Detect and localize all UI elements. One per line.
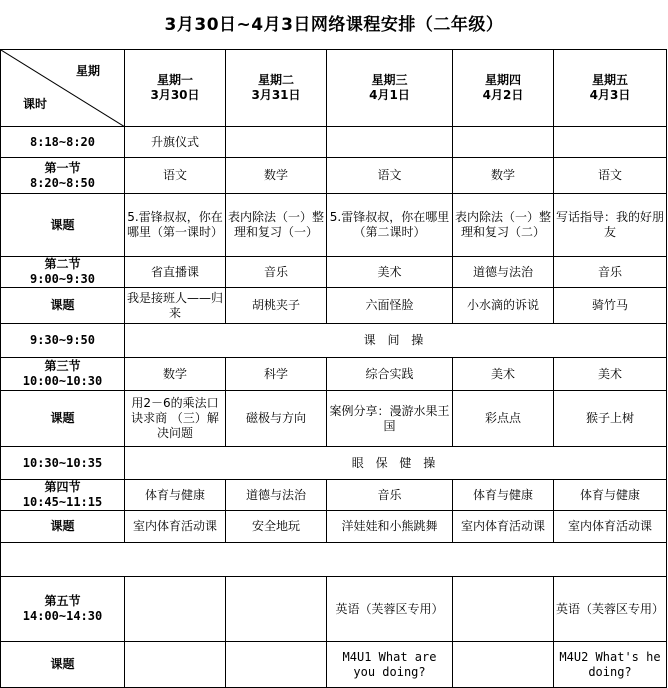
subject-cell: 数学: [226, 158, 327, 194]
subject-cell: 美术: [453, 358, 554, 391]
topic-cell: 室内体育活动课: [125, 511, 226, 543]
subject-cell: 省直播课: [125, 257, 226, 288]
subject-cell: 数学: [125, 358, 226, 391]
topic-cell: 彩点点: [453, 391, 554, 447]
period-label: 第一节: [44, 160, 81, 175]
period-time: 9:00~9:30: [29, 272, 96, 286]
period-5-header: [1, 577, 125, 642]
subject-cell: 音乐: [554, 257, 667, 288]
topic-label: 课题: [1, 288, 125, 324]
lunch-gap-row: [1, 543, 667, 577]
subject-cell: 体育与健康: [554, 480, 667, 511]
subject-cell: 语文: [125, 158, 226, 194]
topic-cell: [125, 642, 226, 688]
topic-cell: 胡桃夹子: [226, 288, 327, 324]
period-3-header: [1, 358, 125, 391]
break-1-row: [1, 324, 667, 358]
subject-cell: 语文: [327, 158, 453, 194]
subject-cell: 道德与法治: [226, 480, 327, 511]
subject-cell: 体育与健康: [125, 480, 226, 511]
day-date: 4月1日: [369, 88, 410, 102]
day-header-fri: [554, 50, 667, 127]
topic-cell: 室内体育活动课: [453, 511, 554, 543]
period-5-topic-row: [1, 642, 667, 688]
topic-cell: 磁极与方向: [226, 391, 327, 447]
schedule-table: [0, 49, 667, 688]
break-1-time: 9:30~9:50: [1, 324, 125, 358]
subject-cell: [125, 577, 226, 642]
break-2-activity: 眼 保 健 操: [125, 447, 667, 480]
day-name: 星期二: [257, 73, 294, 87]
period-time: 10:45~11:15: [22, 495, 103, 509]
subject-cell: [453, 577, 554, 642]
topic-cell: 表内除法（一）整理和复习（二）: [453, 194, 554, 257]
period-4-topic-row: [1, 511, 667, 543]
subject-cell: 数学: [453, 158, 554, 194]
topic-cell: 写话指导：我的好朋友: [554, 194, 667, 257]
topic-cell: 骑竹马: [554, 288, 667, 324]
day-date: 3月31日: [251, 88, 301, 102]
topic-cell: 我是接班人——归来: [125, 288, 226, 324]
period-label: 第二节: [44, 257, 81, 271]
subject-cell: 英语（芙蓉区专用）: [327, 577, 453, 642]
page-title: 3月30日~4月3日网络课程安排（二年级）: [164, 15, 504, 35]
subject-cell: 语文: [554, 158, 667, 194]
period-1-header: [1, 158, 125, 194]
day-name: 星期三: [371, 73, 408, 87]
period-1-row: [1, 158, 667, 194]
period-label: 第五节: [44, 594, 81, 608]
day-header-wed: [327, 50, 453, 127]
flag-row: [1, 127, 667, 158]
period-time: 10:00~10:30: [22, 374, 103, 388]
subject-cell: 综合实践: [327, 358, 453, 391]
day-date: 4月2日: [482, 88, 524, 102]
subject-cell: 体育与健康: [453, 480, 554, 511]
period-3-topic-row: [1, 391, 667, 447]
subject-cell: 英语（芙蓉区专用）: [554, 577, 667, 642]
period-4-header: [1, 480, 125, 511]
period-label: 第四节: [44, 480, 81, 494]
period-5-row: [1, 577, 667, 642]
flag-time: 8:18~8:20: [1, 127, 125, 158]
day-name: 星期五: [591, 73, 628, 87]
break-1-activity: 课 间 操: [125, 324, 667, 358]
period-3-row: [1, 358, 667, 391]
empty-gap: [1, 543, 667, 577]
topic-label: 课题: [1, 194, 125, 257]
header-corner: [1, 50, 125, 127]
topic-cell: 猴子上树: [554, 391, 667, 447]
corner-period-label: 课时: [23, 97, 48, 111]
subject-cell: 道德与法治: [453, 257, 554, 288]
day-header-tue: [226, 50, 327, 127]
topic-cell: 洋娃娃和小熊跳舞: [327, 511, 453, 543]
period-time: 8:20~8:50: [29, 175, 96, 190]
period-2-row: [1, 257, 667, 288]
period-time: 14:00~14:30: [22, 609, 103, 623]
topic-cell: M4U2 What's he doing?: [554, 642, 667, 688]
corner-weekday-label: 星期: [75, 64, 100, 78]
header-row: [1, 50, 667, 127]
day-header-thu: [453, 50, 554, 127]
topic-cell: 小水滴的诉说: [453, 288, 554, 324]
topic-label: 课题: [1, 642, 125, 688]
subject-cell: 美术: [327, 257, 453, 288]
day-date: 4月3日: [589, 88, 631, 102]
topic-cell: [226, 642, 327, 688]
topic-cell: 5.雷锋叔叔，你在哪里（第一课时）: [125, 194, 226, 257]
period-label: 第三节: [44, 359, 81, 373]
period-2-header: [1, 257, 125, 288]
subject-cell: 音乐: [327, 480, 453, 511]
day-name: 星期四: [484, 73, 521, 87]
subject-cell: 美术: [554, 358, 667, 391]
topic-cell: 案例分享：漫游水果王国: [327, 391, 453, 447]
break-2-time: 10:30~10:35: [1, 447, 125, 480]
topic-cell: 用2－6的乘法口诀求商 （三）解决问题: [125, 391, 226, 447]
topic-cell: [453, 642, 554, 688]
period-4-row: [1, 480, 667, 511]
topic-cell: 安全地玩: [226, 511, 327, 543]
topic-cell: 5.雷锋叔叔，你在哪里（第二课时）: [327, 194, 453, 257]
subject-cell: 音乐: [226, 257, 327, 288]
period-2-topic-row: [1, 288, 667, 324]
subject-cell: 科学: [226, 358, 327, 391]
topic-label: 课题: [1, 511, 125, 543]
day-header-mon: [125, 50, 226, 127]
topic-cell: 室内体育活动课: [554, 511, 667, 543]
flag-activity: 升旗仪式: [125, 127, 226, 158]
day-date: 3月30日: [150, 88, 200, 102]
break-2-row: [1, 447, 667, 480]
topic-cell: M4U1 What are you doing?: [327, 642, 453, 688]
period-1-topic-row: [1, 194, 667, 257]
topic-label: 课题: [1, 391, 125, 447]
topic-cell: 六面怪脸: [327, 288, 453, 324]
diagonal-line: [1, 50, 125, 127]
day-name: 星期一: [156, 73, 193, 87]
topic-cell: 表内除法（一）整理和复习（一）: [226, 194, 327, 257]
subject-cell: [226, 577, 327, 642]
